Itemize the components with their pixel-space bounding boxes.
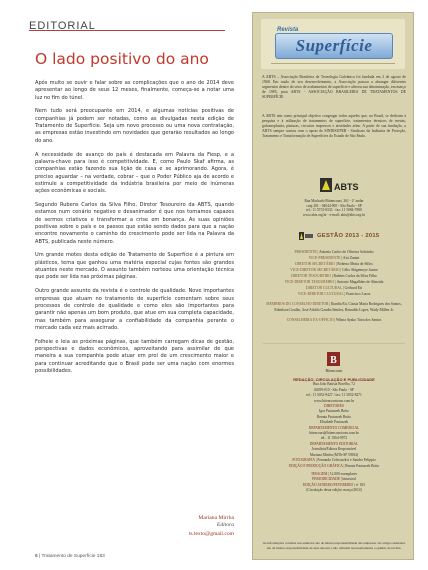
article-paragraph: Um grande motes desta edição de Tratamento de Superfície é a pintura em plásticos, tema que ganhou uma matéria especial cujas fontes são grandes atuantes neste mercado. O assunto também norteou uma orientação técnica que pode ser lida nas próximas páginas. [35, 252, 234, 281]
article-paragraph: Outro grande assunto da revista é o controle de qualidade. Nove importantes empresas que atuam no tratamento de superfície comentam sobre seus processos de controle de qualidade e como eles são importantes para garantir não apenas um bom produto, que atue em sua completa capacidade, mas também para assegurar a confiabilidade da companhia perante o mercado cada vez mais acirrado. [35, 288, 234, 331]
board-role: VICE-DIRETOR TESOUREIRO | Antonio Magalhães de Almeida [284, 280, 384, 285]
article-paragraph: A necessidade de avanço do país é destacada em Palavra da Fiesp, e a palavra-chave para isso é competitividade. E, como Paulo Skaf afirma, as companhias estão fazendo sua lição de casa e se aprimorando. Agora, é preciso aguardar – na verdade, cobrar – que o Poder Público aja de acordo e estimule a competitividade da indústria brasileira por meio de inúmeras ações econômicas e sociais. [35, 151, 234, 195]
redacao-line: Rua João Batista Botelho, 72 [313, 382, 355, 387]
publisher-logo-icon [315, 351, 353, 375]
redacao-line: tel.: 11 5052-9427 / fax: 11 5052-8271 [306, 393, 362, 398]
abts-logo-text: ABTS [334, 182, 359, 192]
redacao-line[interactable]: www.bitencourtcom.com.br [313, 398, 355, 403]
editor-name: Mariana Mirrha [198, 515, 234, 521]
page-number: 6 [35, 554, 38, 559]
publisher-logo-letter: B [330, 355, 337, 366]
gestao-title: GESTÃO 2013 - 2015 [317, 233, 380, 239]
commercial-title: DEPARTAMENTO COMERCIAL [308, 425, 360, 430]
section-header [29, 16, 225, 31]
publisher-info [261, 377, 407, 494]
redacao-title: REDAÇÃO, CIRCULAÇÃO E PUBLICIDADE [293, 377, 375, 382]
contact-line[interactable]: www.abts.org.br - e-mail: abts@abts.org.br [302, 213, 366, 218]
masthead-title: Superfície [295, 36, 373, 55]
photography-credit: FOTOGRAFIA | Fernando Celescuekci e Sandro Felippio [292, 458, 376, 463]
editor-signature [150, 515, 234, 538]
contact-line: tel.: 11 5574-8333 - fax: 11 5084-7890 [306, 208, 362, 213]
director-name: Elisabeth Pastuszek [319, 420, 349, 425]
editorial-dept-line: Mariana Mirrha (MTb-SP 59584) [309, 452, 359, 457]
board-role: DIRETOR CULTURAL | Gerhard Ett [306, 286, 362, 291]
board-role: VICE-DIRETOR CULTURAL | Francisco Lucas [297, 292, 371, 297]
masthead-title-box [275, 33, 393, 59]
masthead-small-text: Revista [277, 27, 299, 33]
redacao-line: 04059-010 - São Paulo - SP [313, 387, 355, 392]
masthead-logo [261, 19, 405, 69]
article-paragraph: Nem tudo será preocupante em 2014, e algumas notícias positivas de companhias já podem ser notadas, como as divulgadas nesta edição de Tratamento de Superfície. Seja um novo processo ou uma nova contratação, as empresas estão investindo em novidades que gerarão resultados ao longo do ano. [35, 108, 234, 144]
periodicity: PERIODICIDADE | bimestral [312, 477, 356, 482]
editor-role: Editora [216, 522, 234, 528]
board-role: DIRETOR SECRETÁRIO | Roberto Motta de Sillos [295, 262, 373, 267]
article-paragraph: Segundo Rubens Carlos da Silva Filho, Diretor Tesoureiro da ABTS, quando estamos num cenário negativo e desanimador é que nos tornamos capazes de sermos criativos e transformar a crise em bonança. As suas opiniões positivas sobre o país e os passos que estão sendo dados para que a nação encontre novamente o caminho do crescimento pode ser lida na Palavra da ABTS, publicada neste número. [35, 201, 234, 245]
abts-intro: A ABTS – Associação Brasileira de Tecnologia Galvânica foi fundada em 2 de agosto de 1968. Em razão de seu desenvolvimento, a Associação passou a abranger diferentes segmentos dentro do setor de acabamentos de superfície e alterou sua denominação, em março de 1985, para ABTS - ASSOCIAÇÃO BRASILEIRA DE TRATAMENTOS DE SUPERFÍCIE. [262, 75, 406, 99]
editor-email[interactable]: ts.texto@gmail.com [188, 531, 234, 537]
commercial-line[interactable]: bitencourt@bitencourtcom.com.br [309, 431, 359, 436]
abts-logo [318, 176, 359, 196]
circulation-note: (Circulação desta edição: março/2014) [306, 488, 362, 493]
board-role: VICE-PRESIDENTE | Airi Zanini [308, 256, 360, 261]
article-paragraph: Após muito se ouvir e falar sobre as complicações que o ano de 2014 deve apresentar ao longo de seus 12 meses, finalmente, começa-se a notar uma luz no fim do túnel. [35, 80, 234, 101]
directors-title: DIRETORES [324, 404, 344, 409]
contact-line: conj.201 - 04044-905 - São Paulo - SP [306, 203, 362, 208]
article-paragraph: Folheie e leia as próximas páginas, que também carregam dicas de gestão, perspectivas e dados econômicos, aproveitando para assimilar de que maneira a sua companhia pode atuar em prol de um crescimento maior e para continuar acreditando que o Brasil pode ser uma nação com enormes possibilidades. [35, 338, 234, 375]
board-role: VICE-DIRETOR SECRETÁRIO | Célio Shigemoye Junior [290, 268, 378, 273]
board-role: DIRETOR TESOUREIRO | Rubens Carlos da Silva Filho [291, 274, 377, 279]
ex-officio: CONSELHEIRA EX-OFFICIO | Wilma Ayako Taira dos Santos [286, 318, 382, 323]
gestao-header [261, 229, 407, 245]
commercial-line: tel.: 11 3564-9972 [320, 436, 348, 441]
abts-mini-logo-icon [299, 231, 313, 241]
page-footer [35, 554, 105, 559]
contact-line: Rua Machado Bittencourt, 361 - 2º andar [304, 199, 364, 203]
section-label: EDITORIAL [29, 20, 96, 32]
editorial-dept-title: DEPARTAMENTO EDITORIAL [309, 441, 359, 446]
edition: EDIÇÃO JANEIRO/FEVEREIRO | nº 183 [303, 482, 365, 487]
abts-contact [261, 199, 407, 218]
publisher-logo-sub: Bitencourt [325, 368, 343, 373]
footer-separator: | [39, 554, 41, 559]
sidebar-divider [263, 343, 405, 344]
council-members: MEMBROS DO CONSELHO DIRETOR | Ibardia Eti, Cássia Maria Rodrigues dos Santos, Edmilson Goulão, José Adolfo Gaudin Simões, Reinaldo Lopes, Wady Millen Jr. [266, 302, 402, 313]
footer-title: Tratamento de Superfície 183 [41, 554, 105, 559]
editorial-article [35, 80, 234, 382]
print-run: TIRAGEM | 12.000 exemplares [310, 471, 358, 476]
masthead-sidebar [252, 12, 414, 560]
board-role: PRESIDENTE | Antonio Carlos de Oliveira Sobrinho [294, 250, 374, 254]
director-name: Renata Pastuszek Boito [317, 414, 351, 419]
headline: O lado positivo do ano [35, 50, 209, 68]
board-list [259, 249, 409, 324]
abts-intro-2: A ABTS tem como principal objetivo congregar todos aqueles que, no Brasil, se dedicam à pesquisa e à utilização de tratamentos de superfície, tratamentos térmicos de metais, galvanoplastia, pinturas, circuitos impressos e atividades afins. A partir de sua fundação, a ABTS sempre contou com o apoio do SINDISUPER - Sindicato da Indústria de Proteção, Tratamento e Transformação de Superfícies do Estado de São Paulo. [262, 114, 406, 138]
masthead-rule [271, 63, 395, 64]
production-credit: EDIÇÃO E PRODUÇÃO GRÁFICA | Renata Pastuszek Boito [288, 463, 380, 468]
disclaimer: As informações contidas nos anúncios são de inteira responsabilidade das empresas. Os artigos assinados são de inteira responsabilidade de seus autores e não refletem necessariamente a opinião da revista. [262, 541, 406, 550]
director-name: Igor Pastuszek Boito [319, 409, 349, 414]
abts-logo-icon [318, 176, 359, 196]
editorial-dept-line: Jornalista/Editora Responsável [311, 447, 357, 452]
publisher-logo [315, 351, 353, 375]
